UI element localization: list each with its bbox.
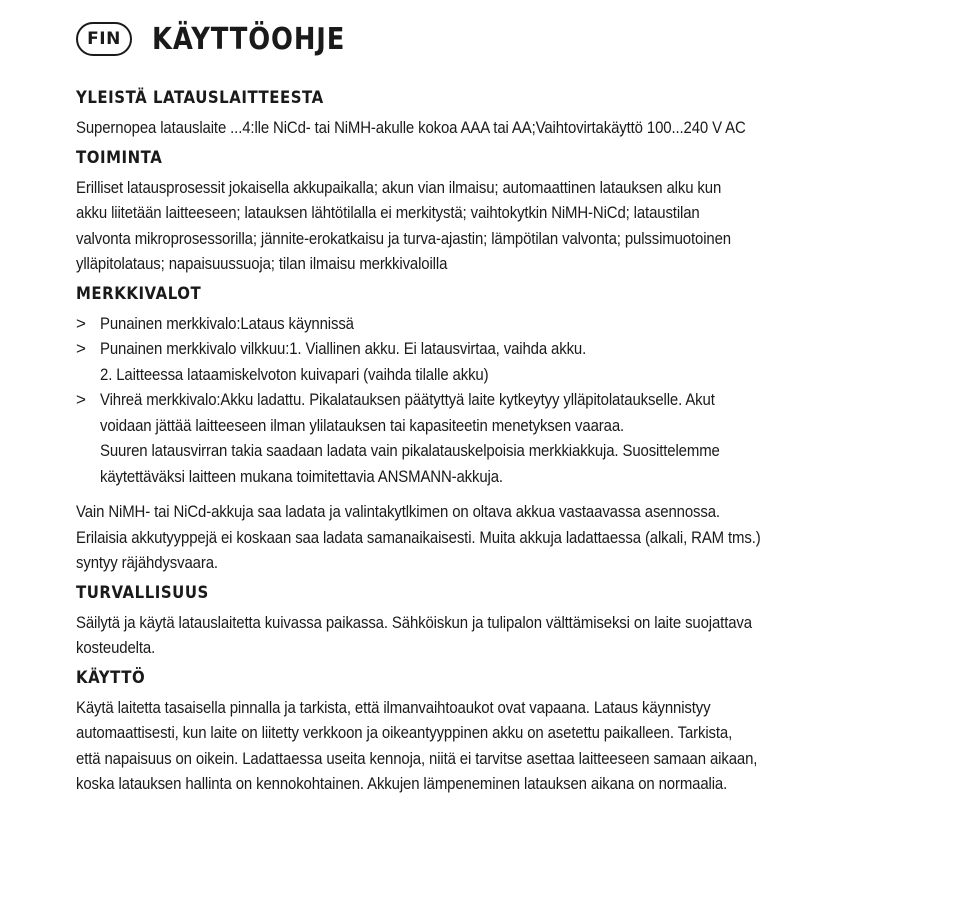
manual-page [76,16,886,797]
section-text [76,499,886,576]
list-item [76,336,886,387]
text-line: Punainen merkkivalo vilkkuu:1. Viallinen akku. Ei latausvirtaa, vaihda akku. [100,339,587,358]
text-line: Käytä laitetta tasaisella pinnalla ja tarkista, että ilmanvaihtoaukot ovat vapaana. Lataus käynnistyy [76,697,711,717]
list-item [76,387,886,489]
text-line: Vihreä merkkivalo:Akku ladattu. Pikalatauksen päätyttyä laite kytkeytyy ylläpitolataukselle. Akut [100,390,715,409]
section-text [76,695,886,797]
section-heading: KÄYTTÖ [76,667,146,688]
text-line: käytettäväksi laitteen mukana toimitettavia ANSMANN-akkuja. [100,466,503,486]
bullet-marker: > [76,313,86,333]
text-line: Suuren latausvirran takia saadaan ladata vain pikalatauskelpoisia merkkiakkuja. Suosittelemme [100,441,720,460]
section-text [76,610,886,661]
text-line: 2. Laitteessa lataamiskelvoton kuivapari (vaihda tilalle akku) [100,364,489,384]
list-item [76,311,886,337]
section-safety [76,582,886,661]
section-text [76,115,886,141]
text-line: valvonta mikroprosessorilla; jännite-erokatkaisu ja turva-ajastin; lämpötilan valvonta; pulssimuotoinen [76,228,731,248]
text-line: Erilliset latausprosessit jokaisella akkupaikalla; akun vian ilmaisu; automaattinen latauksen alku kun [76,177,722,197]
text-line: ylläpitolataus; napaisuussuoja; tilan ilmaisu merkkivaloilla [76,254,448,273]
page-title: KÄYTTÖOHJE [152,21,346,57]
text-line: Supernopea latauslaite ...4:lle NiCd- tai NiMH-akulle kokoa AAA tai AA;Vaihtovirtakäyttö 100...240 V AC [76,118,746,137]
section-text [76,175,886,277]
section-heading: MERKKIVALOT [76,283,202,304]
section-usage [76,667,886,797]
text-line: koska latauksen hallinta on kennokohtainen. Akkujen lämpeneminen latauksen aikana on normaalia. [76,774,728,793]
title-row [76,16,886,62]
section-heading: TOIMINTA [76,147,163,168]
text-line: Säilytä ja käytä latauslaitetta kuivassa paikassa. Sähköiskun ja tulipalon välttämiseksi on laite suojattava [76,612,752,632]
text-line: automaattisesti, kun laite on liitetty verkkoon ja oikeantyyppinen akku on asetettu paikalleen. Tarkista, [76,723,733,742]
section-general [76,87,886,141]
language-badge: FIN [76,22,132,56]
section-indicator-lights [76,283,886,576]
text-line: Punainen merkkivalo:Lataus käynnissä [100,313,354,333]
text-line: Erilaisia akkutyyppejä ei koskaan saa ladata samanaikaisesti. Muita akkuja ladattaessa (alkali, RAM tms.) [76,527,761,547]
text-line: voidaan jättää laitteeseen ilman ylilatauksen tai kapasiteetin menetyksen vaaraa. [100,415,625,435]
section-function [76,147,886,277]
text-line: akku liitetään laitteeseen; latauksen lähtötilalla ei merkitystä; vaihtokytkin NiMH-NiCd; lataustilan [76,203,700,222]
bullet-marker: > [76,390,86,409]
text-line: kosteudelta. [76,638,156,657]
text-line: että napaisuus on oikein. Ladattaessa useita kennoja, niitä ei tarvitse asettaa laitteeseen samaan aikaan, [76,748,758,768]
section-heading: TURVALLISUUS [76,582,209,603]
text-line: Vain NiMH- tai NiCd-akkuja saa ladata ja valintakytlkimen on oltava akkua vastaavassa asennossa. [76,502,720,521]
bullet-marker: > [76,339,86,358]
text-line: syntyy räjähdysvaara. [76,553,218,572]
section-heading: YLEISTÄ LATAUSLAITTEESTA [76,88,324,108]
